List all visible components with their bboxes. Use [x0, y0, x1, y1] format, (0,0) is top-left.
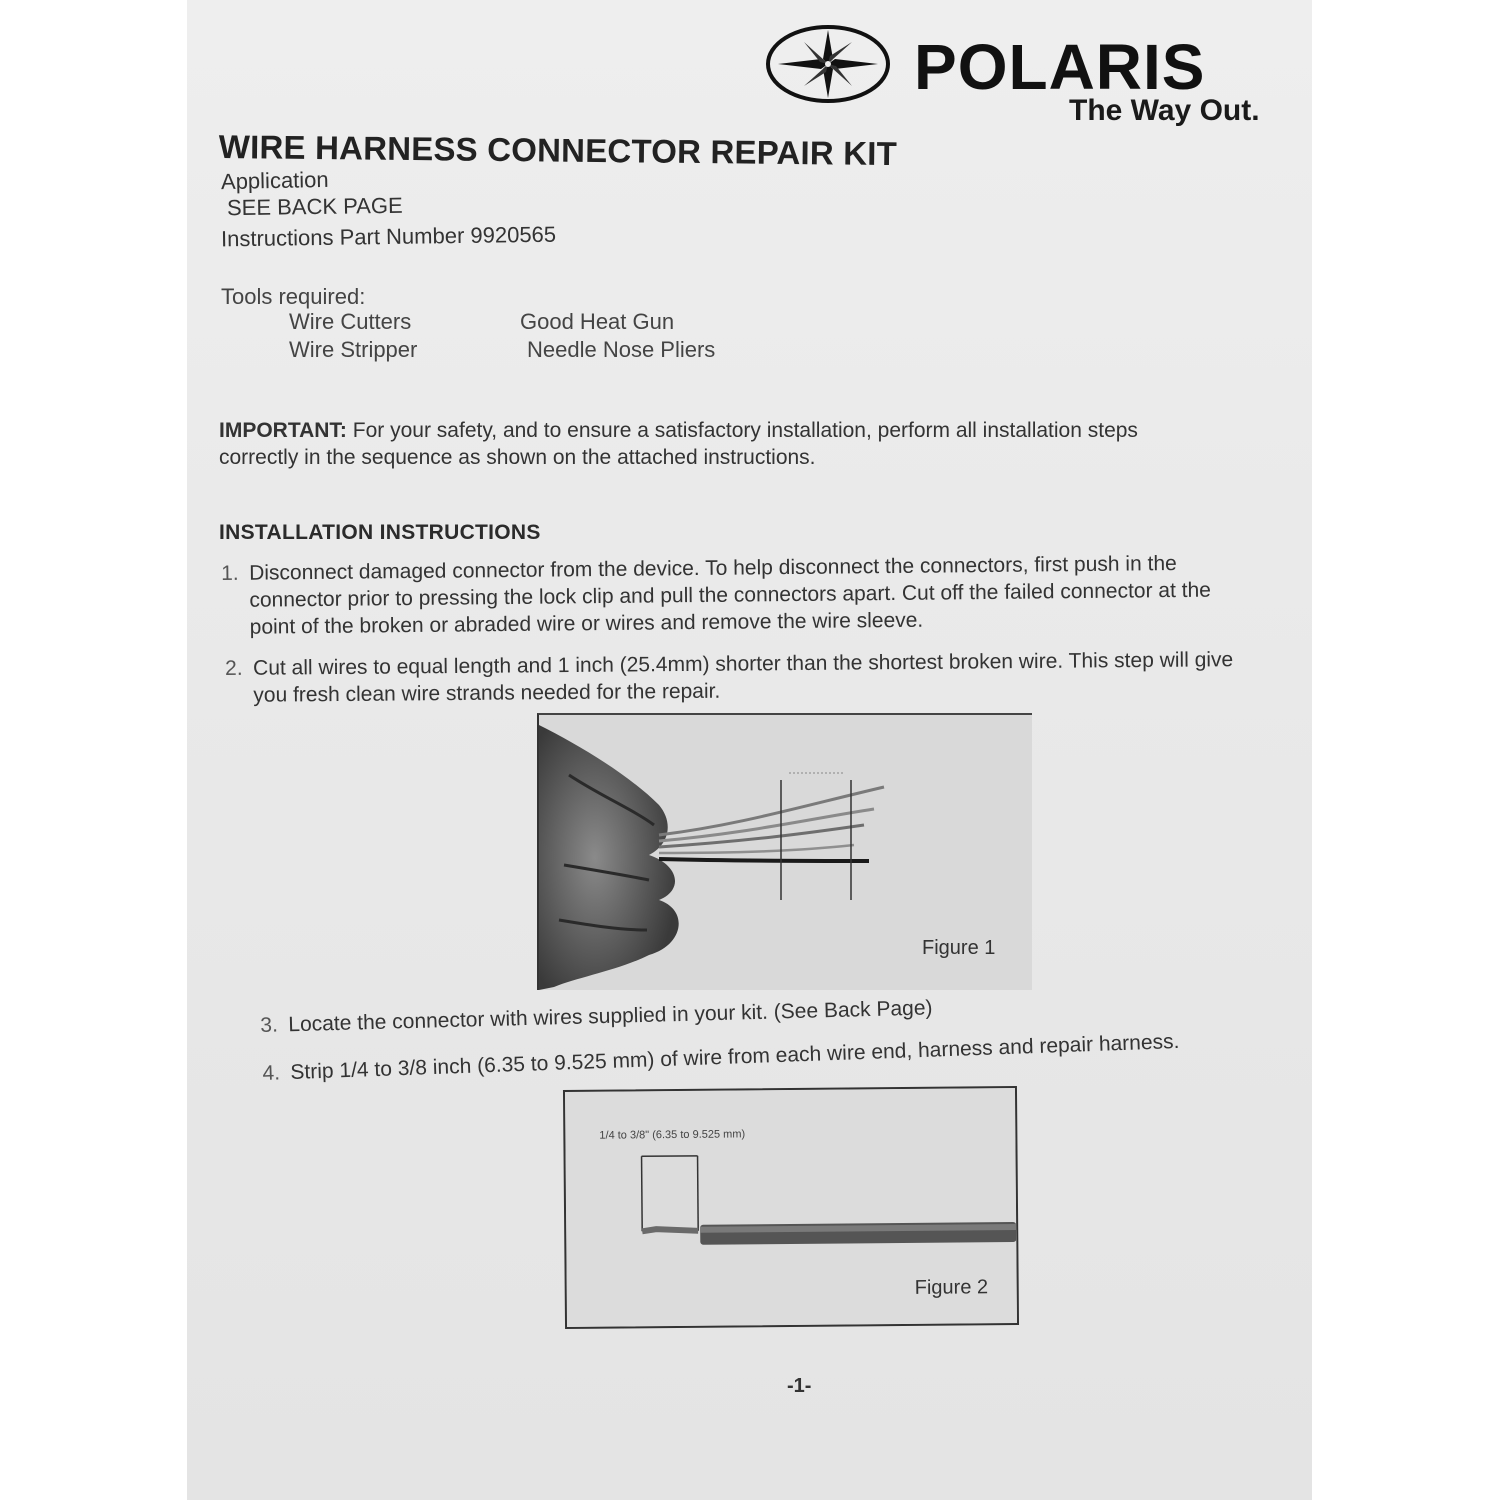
step-number: 1.: [221, 561, 239, 585]
figure-2: [563, 1086, 1019, 1329]
step-line: Strip 1/4 to 3/8 inch (6.35 to 9.525 mm) of wire from each wire end, harness and repair harness.: [290, 1029, 1180, 1085]
brand-name: POLARIS: [914, 31, 1206, 103]
document-page: [187, 0, 1312, 1500]
important-label: IMPORTANT:: [219, 419, 347, 442]
page-number: -1-: [787, 1375, 812, 1397]
brand-wordmark: [914, 30, 1205, 104]
step-line: Locate the connector with wires supplied in your kit. (See Back Page): [288, 996, 933, 1037]
section-title: INSTALLATION INSTRUCTIONS: [219, 521, 541, 544]
figure-1-label: Figure 1: [922, 937, 996, 959]
step-line: connector prior to pressing the lock clip and pull the connectors apart. Cut off the failed connector at the: [249, 578, 1212, 612]
polaris-star-logo-icon: [764, 22, 892, 106]
step-number: 4.: [262, 1061, 281, 1085]
important-notice: [219, 417, 1138, 444]
step-4: [262, 1028, 1180, 1087]
figure-1: [537, 713, 1032, 990]
brand-tagline: The Way Out.: [1069, 94, 1260, 127]
tools-label: Tools required:: [221, 284, 366, 309]
figure-2-label: Figure 2: [914, 1276, 989, 1299]
step-line: Disconnect damaged connector from the device. To help disconnect the connectors, first push in the: [249, 551, 1177, 585]
step-line: Cut all wires to equal length and 1 inch (25.4mm) shorter than the shortest broken wire. This step will give: [253, 648, 1234, 680]
important-line-2: correctly in the sequence as shown on the attached instructions.: [219, 446, 816, 469]
page-title: WIRE HARNESS CONNECTOR REPAIR KIT: [218, 128, 898, 173]
instructions-part-number: Instructions Part Number 9920565: [220, 221, 557, 252]
important-line-1: For your safety, and to ensure a satisfactory installation, perform all installation steps: [352, 419, 1138, 442]
application-value: SEE BACK PAGE: [226, 192, 403, 221]
step-3: [260, 994, 933, 1039]
tool-item: Wire Cutters: [289, 309, 412, 334]
tool-item: Good Heat Gun: [520, 309, 675, 334]
step-2: [225, 646, 1234, 709]
tool-item: Wire Stripper: [289, 337, 418, 362]
figure-2-dimension: 1/4 to 3/8" (6.35 to 9.525 mm): [599, 1128, 746, 1142]
step-number: 2.: [225, 656, 243, 680]
step-number: 3.: [260, 1013, 279, 1037]
step-1: [221, 550, 1211, 641]
step-line: point of the broken or abraded wire or wires and remove the wire sleeve.: [249, 608, 924, 639]
application-label: Application: [220, 166, 329, 195]
step-line: you fresh clean wire strands needed for the repair.: [253, 679, 721, 707]
tool-item: Needle Nose Pliers: [527, 337, 716, 362]
